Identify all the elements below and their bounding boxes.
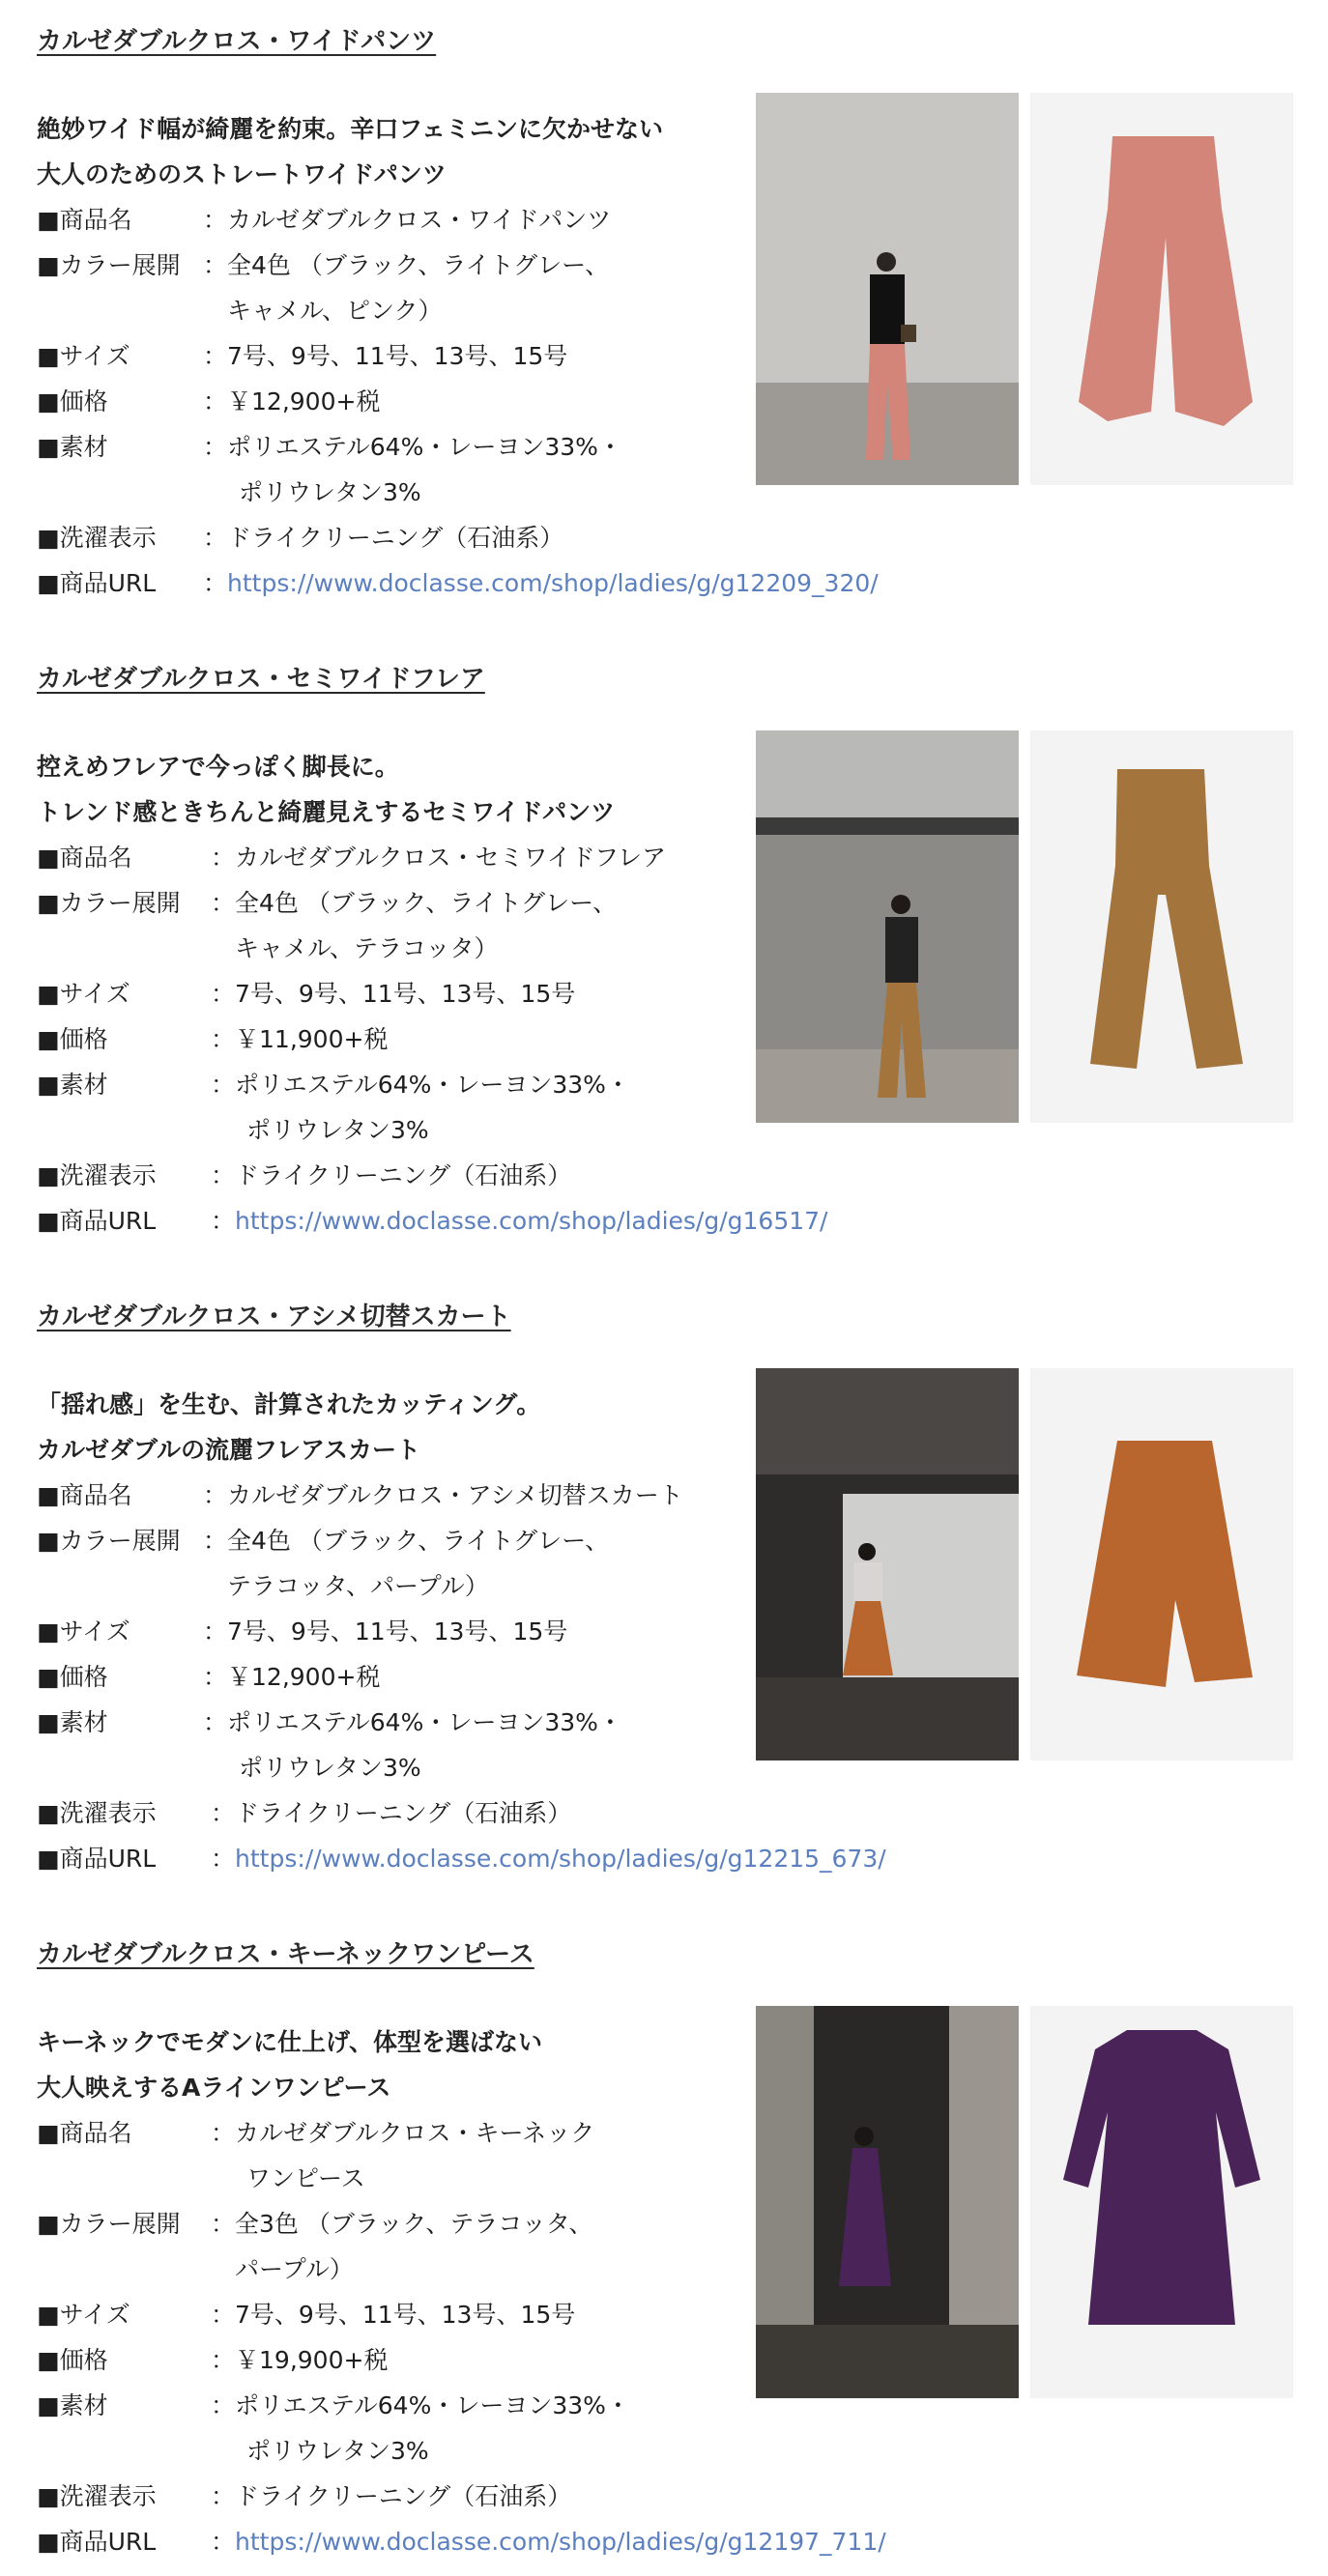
spec-name: ■商品名 ： カルゼダブルクロス・ワイドパンツ <box>37 206 612 234</box>
spec-colors: ■カラー展開 ： 全4色 （ブラック、ライトグレー、 テラコッタ、パープル） <box>37 1527 610 1600</box>
product-section-key-neck-dress <box>0 1913 1328 2576</box>
product-title: カルゼダブルクロス・アシメ切替スカート <box>37 1302 511 1331</box>
spec-material: ■素材 ： ポリエステル64%・レーヨン33%・ ポリウレタン3% <box>37 1071 630 1144</box>
model-photo <box>756 1368 1019 1760</box>
spec-colors: ■カラー展開 ： 全4色 （ブラック、ライトグレー、 キャメル、テラコッタ） <box>37 889 618 962</box>
product-lead: キーネックでモダンに仕上げ、体型を選ばない 大人映えするAラインワンピース <box>37 2028 543 2102</box>
spec-colors: ■カラー展開 ： 全3色 （ブラック、テラコッタ、 パープル） <box>37 2210 593 2283</box>
product-photo-pants <box>1030 93 1293 485</box>
spec-url: ■商品URL ： https://www.doclasse.com/shop/ladies/g/g16517/ <box>37 1198 752 1244</box>
product-photo-skirt <box>1030 1368 1293 1760</box>
model-photo <box>756 730 1019 1123</box>
spec-care: ■洗濯表示 ： ドライクリーニング（石油系） <box>37 524 564 552</box>
product-url-link[interactable]: https://www.doclasse.com/shop/ladies/g/g16517/ <box>235 1207 828 1235</box>
spec-size: ■サイズ ： 7号、9号、11号、13号、15号 <box>37 2301 576 2329</box>
spec-material: ■素材 ： ポリエステル64%・レーヨン33%・ ポリウレタン3% <box>37 433 622 506</box>
product-lead: 絶妙ワイド幅が綺麗を約束。辛口フェミニンに欠かせない 大人のためのストレートワイドパンツ <box>37 115 664 188</box>
product-section-wide-pants <box>0 0 1328 638</box>
spec-material: ■素材 ： ポリエステル64%・レーヨン33%・ ポリウレタン3% <box>37 2391 630 2465</box>
product-spec-list <box>37 835 828 1244</box>
product-section-semi-wide-flare <box>0 638 1328 1275</box>
spec-price: ■価格 ： ￥12,900+税 <box>37 387 381 415</box>
spec-size: ■サイズ ： 7号、9号、11号、13号、15号 <box>37 342 568 370</box>
spec-care: ■洗濯表示 ： ドライクリーニング（石油系） <box>37 1799 572 1827</box>
product-spec-list <box>37 197 879 606</box>
product-url-link[interactable]: https://www.doclasse.com/shop/ladies/g/g12215_673/ <box>235 1845 886 1873</box>
product-title: カルゼダブルクロス・セミワイドフレア <box>37 665 485 694</box>
product-url-link[interactable]: https://www.doclasse.com/shop/ladies/g/g12209_320/ <box>227 569 879 597</box>
product-lead: 「揺れ感」を生む、計算されたカッティング。 カルゼダブルの流麗フレアスカート <box>37 1390 541 1464</box>
product-photo-flare-pants <box>1030 730 1293 1123</box>
product-url-link[interactable]: https://www.doclasse.com/shop/ladies/g/g12197_711/ <box>235 2528 886 2556</box>
spec-material: ■素材 ： ポリエステル64%・レーヨン33%・ ポリウレタン3% <box>37 1708 622 1782</box>
product-spec-list <box>37 2110 886 2564</box>
spec-colors: ■カラー展開 ： 全4色 （ブラック、ライトグレー、 キャメル、ピンク） <box>37 251 610 325</box>
product-title: カルゼダブルクロス・ワイドパンツ <box>37 27 437 56</box>
product-section-asymmetric-skirt <box>0 1275 1328 1913</box>
spec-name: ■商品名 ： カルゼダブルクロス・アシメ切替スカート <box>37 1481 683 1509</box>
spec-care: ■洗濯表示 ： ドライクリーニング（石油系） <box>37 2482 572 2510</box>
product-lead: 控えめフレアで今っぽく脚長に。 トレンド感ときちんと綺麗見えするセミワイドパンツ <box>37 753 616 826</box>
spec-size: ■サイズ ： 7号、9号、11号、13号、15号 <box>37 980 576 1008</box>
spec-price: ■価格 ： ￥11,900+税 <box>37 1025 389 1053</box>
product-photo-dress <box>1030 2006 1293 2398</box>
spec-price: ■価格 ： ￥19,900+税 <box>37 2346 389 2374</box>
spec-care: ■洗濯表示 ： ドライクリーニング（石油系） <box>37 1161 572 1189</box>
spec-name: ■商品名 ： カルゼダブルクロス・キーネック ワンピース <box>37 2119 595 2192</box>
model-photo <box>756 2006 1019 2398</box>
spec-url: ■商品URL ： https://www.doclasse.com/shop/ladies/g/g12209_320/ <box>37 560 752 606</box>
spec-name: ■商品名 ： カルゼダブルクロス・セミワイドフレア <box>37 844 667 872</box>
product-title: カルゼダブルクロス・キーネックワンピース <box>37 1940 534 1969</box>
spec-url: ■商品URL ： https://www.doclasse.com/shop/ladies/g/g12215_673/ <box>37 1836 752 1881</box>
product-spec-list <box>37 1473 886 1881</box>
spec-url: ■商品URL ： https://www.doclasse.com/shop/ladies/g/g12197_711/ <box>37 2519 752 2564</box>
spec-price: ■価格 ： ￥12,900+税 <box>37 1663 381 1691</box>
spec-size: ■サイズ ： 7号、9号、11号、13号、15号 <box>37 1617 568 1646</box>
model-photo <box>756 93 1019 485</box>
